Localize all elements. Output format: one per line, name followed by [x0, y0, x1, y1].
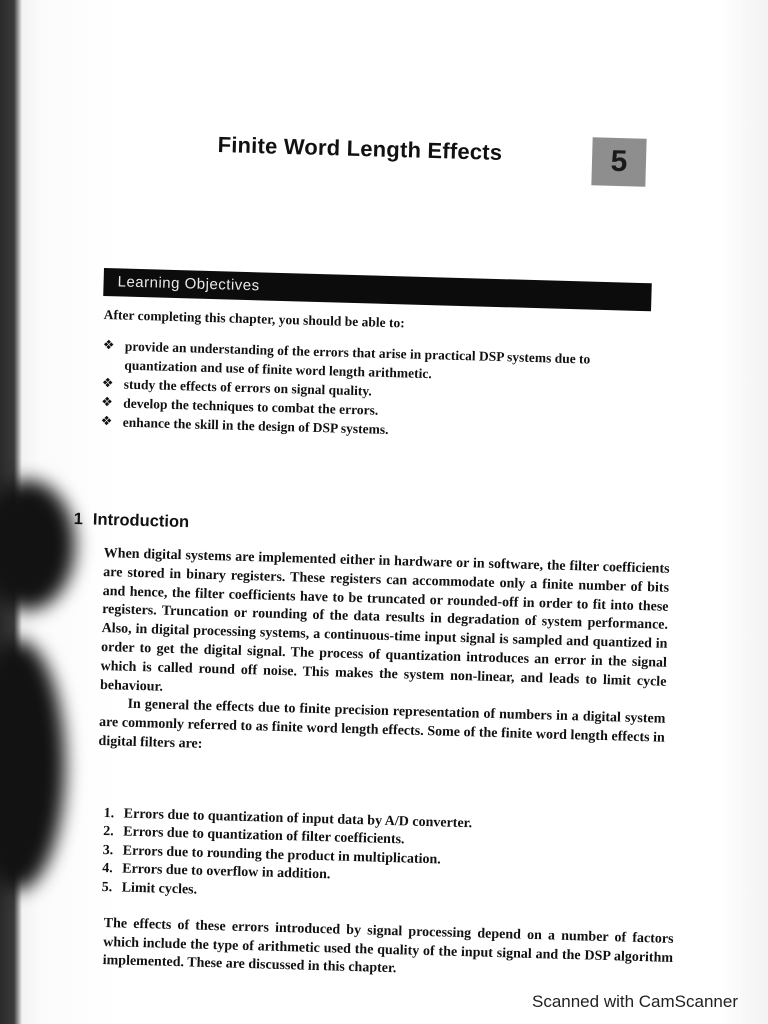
list-number: 3.	[102, 842, 114, 859]
list-number: 5.	[101, 879, 113, 895]
objectives-intro: After completing this chapter, you should be able to:	[103, 306, 405, 331]
chapter-number-badge: 5	[591, 137, 646, 186]
objectives-list	[100, 336, 650, 446]
list-text: Errors due to rounding the product in multiplication.	[122, 843, 441, 868]
closing-paragraph-block	[102, 915, 673, 987]
list-text: Errors due to overflow in addition.	[122, 861, 331, 883]
bullet-icon: ❖	[100, 413, 113, 430]
objective-text: provide an understanding of the errors that arise in practical DSP systems due to quantization and use of finite word length arithmetic.	[124, 338, 591, 382]
bullet-icon: ❖	[101, 375, 114, 392]
objectives-block	[100, 305, 651, 446]
list-text: Errors due to quantization of filter coefficients.	[123, 824, 405, 848]
introduction-body	[98, 545, 670, 767]
finger-shadow-bottom	[0, 640, 65, 890]
chapter-title: Finite Word Length Effects	[217, 132, 503, 165]
section-heading	[73, 510, 189, 532]
section-title: Introduction	[92, 510, 190, 532]
list-text: Errors due to quantization of input data by A/D converter.	[123, 806, 473, 832]
list-number: 1.	[103, 805, 115, 822]
effects-list	[101, 805, 663, 913]
scanner-watermark: Scanned with CamScanner	[531, 992, 738, 1011]
bullet-icon: ❖	[101, 394, 114, 411]
section-number: 1	[73, 510, 84, 529]
finger-shadow-top	[0, 480, 75, 610]
objective-text: develop the techniques to combat the errors.	[123, 395, 379, 418]
closing-paragraph: The effects of these errors introduced by signal processing depend on a number of factors which include the type of arithmetic used the quality of the input signal and the DSP algorithm implemented. These are discussed in this chapter.	[102, 915, 674, 977]
objective-text: enhance the skill in the design of DSP systems.	[122, 414, 389, 437]
list-text: Limit cycles.	[121, 880, 198, 898]
bullet-icon: ❖	[102, 337, 115, 354]
list-number: 2.	[103, 824, 114, 840]
paragraph: When digital systems are implemented either in hardware or in software, the filter coefficients are stored in binary registers. These registers can accommodate only a finite number of bits and hence, the filter coefficients have to be truncated or rounded-off in order to fit into these registers. Truncation or rounding of the data results in degradation of system performance. Also, in digital processing systems, a continuous-time input signal is sampled and quantized in order to get the digital signal. The process of quantization introduces an error in the signal which is called round off noise. This makes the system non-linear, and leads to limit cycle behaviour.	[99, 545, 670, 695]
paragraph: In general the effects due to finite precision representation of numbers in a digital system are commonly referred to as finite word length effects. Some of the finite word length effects in digital filters are:	[98, 697, 666, 752]
list-number: 4.	[102, 861, 113, 877]
learning-objectives-heading: Learning Objectives	[103, 268, 652, 311]
objective-text: study the effects of errors on signal quality.	[123, 376, 372, 399]
